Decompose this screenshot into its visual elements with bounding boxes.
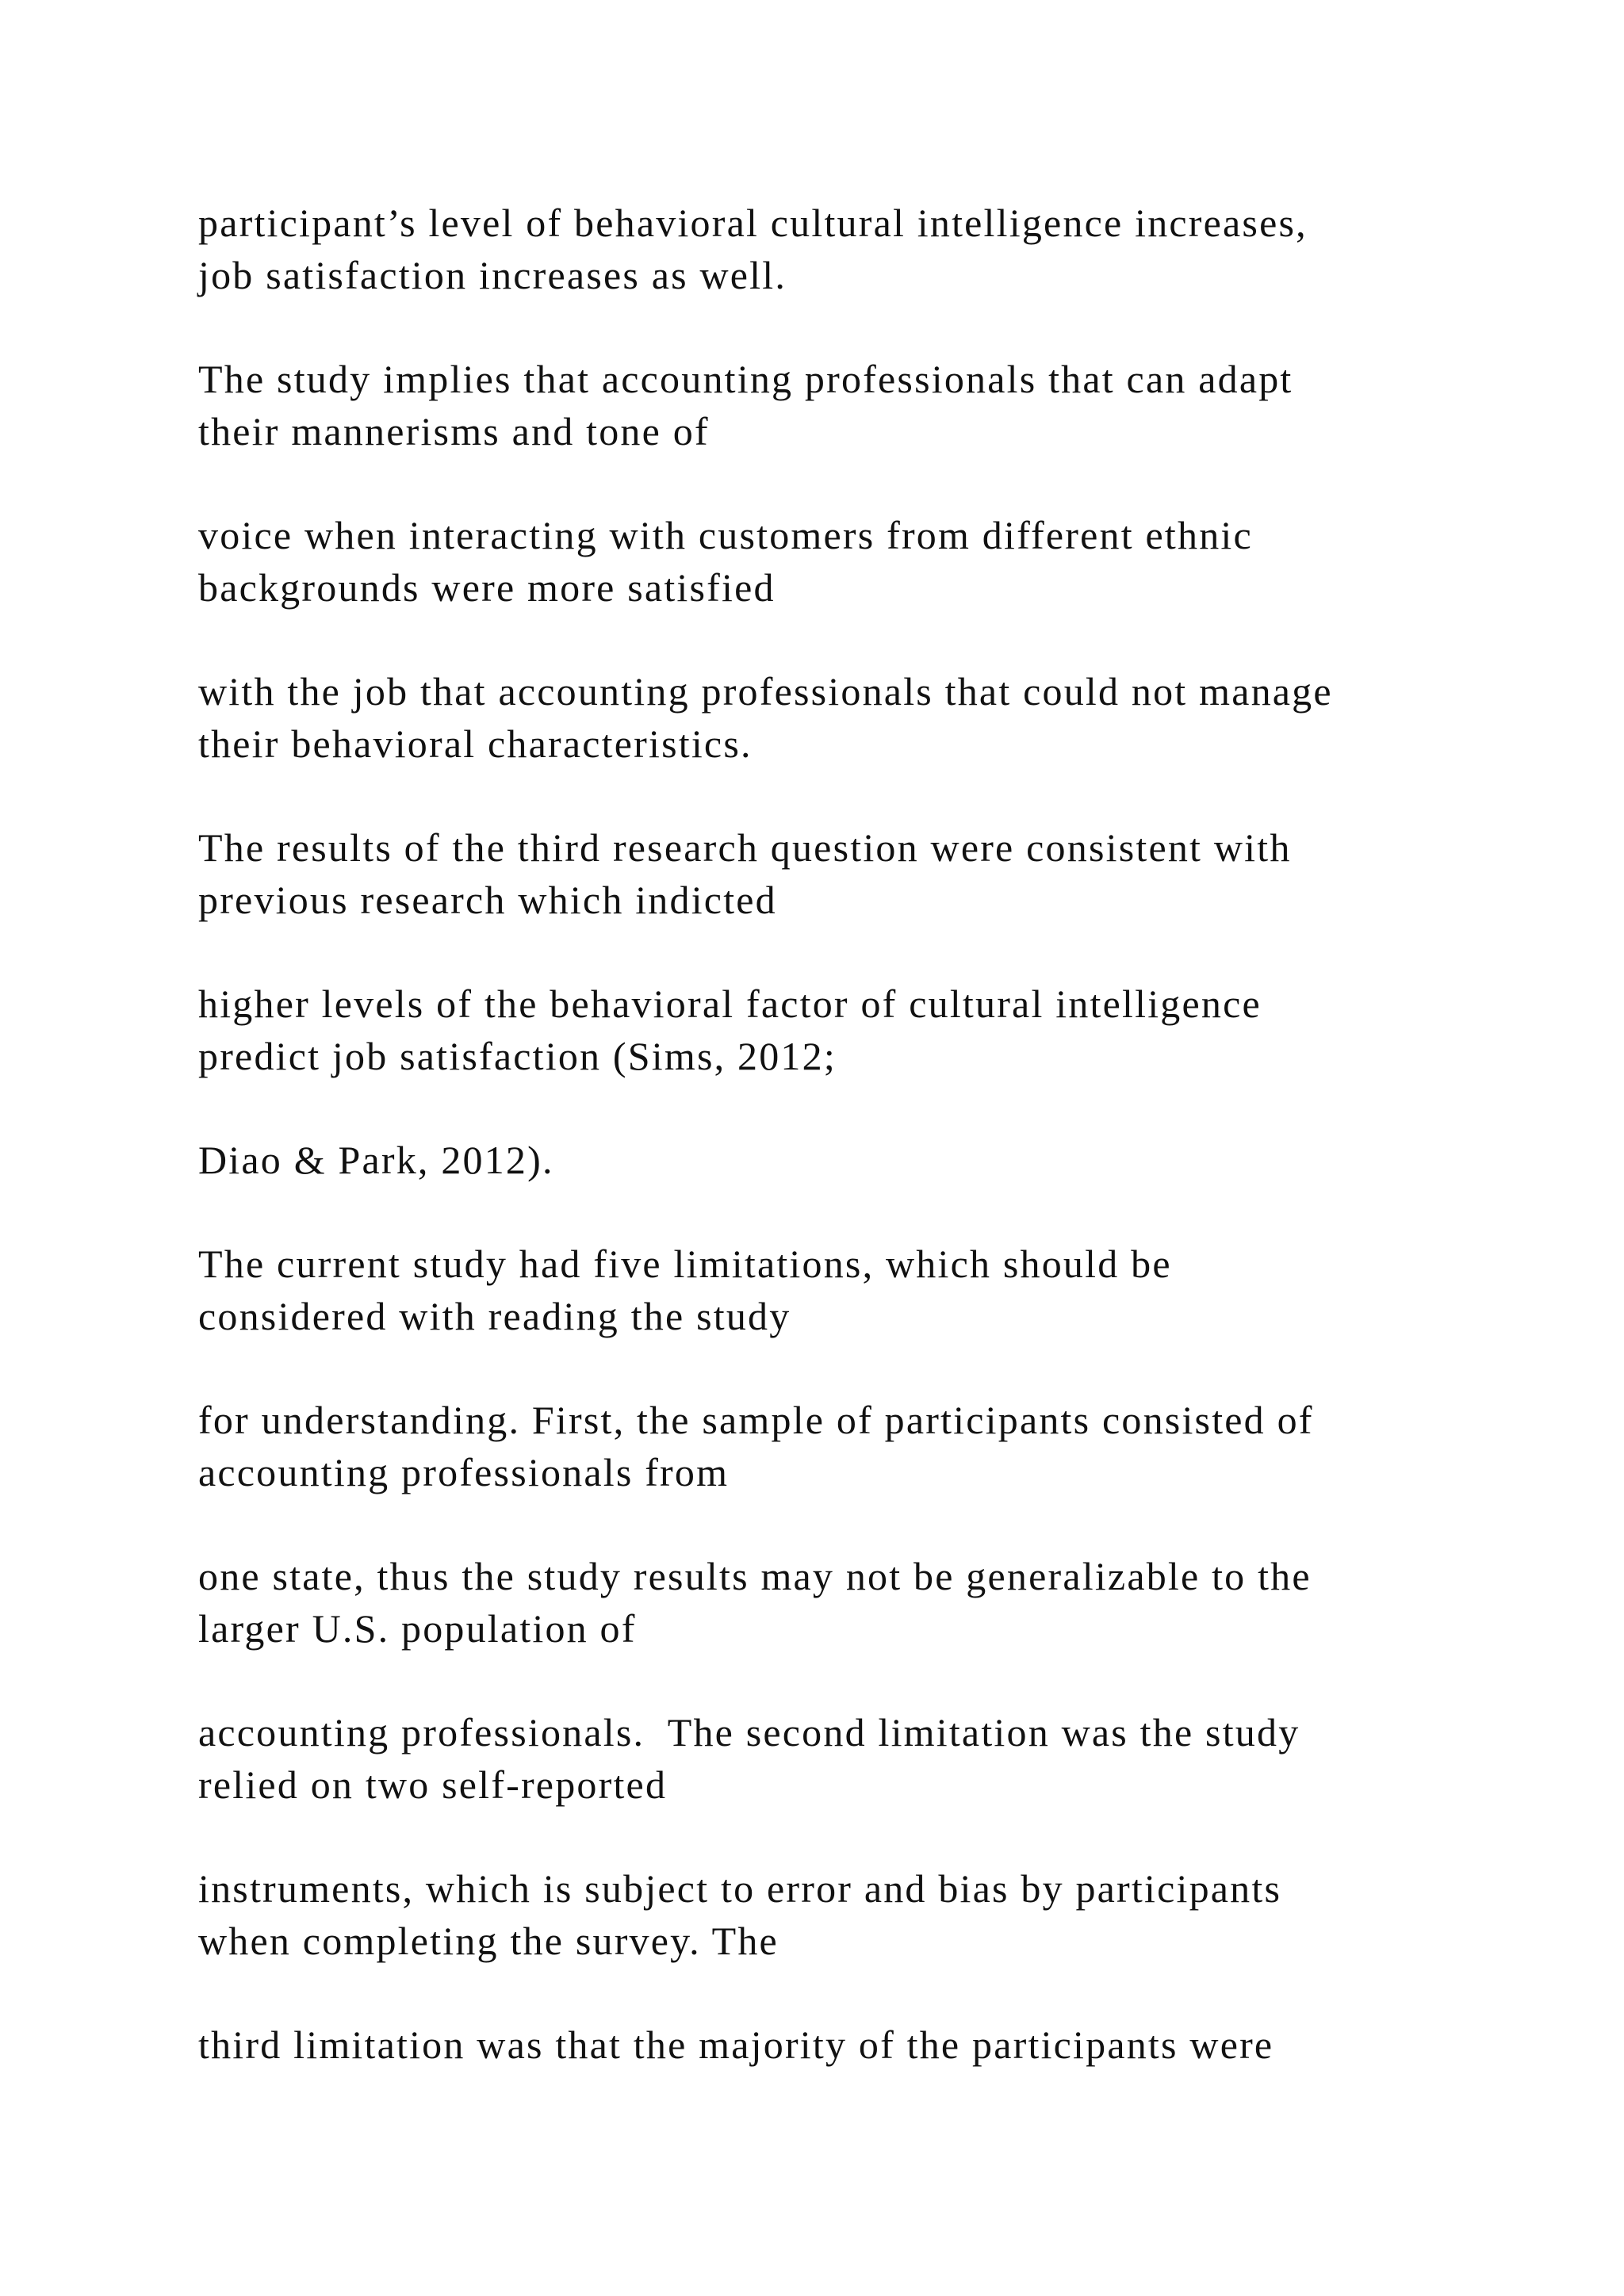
paragraph xyxy=(198,509,1499,614)
text-line: their mannerisms and tone of xyxy=(198,409,710,453)
text-line: voice when interacting with customers from different ethnic xyxy=(198,513,1253,557)
text-line: when completing the survey. The xyxy=(198,1919,779,1963)
paragraph xyxy=(198,1394,1499,1498)
document-body xyxy=(198,197,1499,2122)
text-line: previous research which indicted xyxy=(198,878,777,922)
text-line: third limitation was that the majority of the participants were xyxy=(198,2022,1274,2067)
paragraph xyxy=(198,1134,1499,1186)
text-line: predict job satisfaction (Sims, 2012; xyxy=(198,1034,837,1078)
text-line: their behavioral characteristics. xyxy=(198,721,753,766)
text-line: considered with reading the study xyxy=(198,1294,791,1338)
text-line: accounting professionals from xyxy=(198,1450,730,1494)
paragraph xyxy=(198,1706,1499,1811)
paragraph xyxy=(198,978,1499,1082)
text-line: The study implies that accounting professionals that can adapt xyxy=(198,357,1293,401)
text-line: higher levels of the behavioral factor of cultural intelligence xyxy=(198,982,1262,1026)
paragraph xyxy=(198,2019,1499,2071)
text-line: accounting professionals. The second limitation was the study xyxy=(198,1710,1300,1755)
text-line: backgrounds were more satisfied xyxy=(198,565,776,610)
paragraph xyxy=(198,1862,1499,1967)
text-line: for understanding. First, the sample of participants consisted of xyxy=(198,1398,1314,1442)
paragraph xyxy=(198,665,1499,770)
paragraph xyxy=(198,1550,1499,1655)
text-line: job satisfaction increases as well. xyxy=(198,253,787,297)
text-line: larger U.S. population of xyxy=(198,1606,637,1651)
paragraph xyxy=(198,353,1499,457)
paragraph xyxy=(198,821,1499,926)
text-line: with the job that accounting professionals that could not manage xyxy=(198,669,1333,714)
text-line: relied on two self-reported xyxy=(198,1762,668,1807)
paragraph xyxy=(198,197,1499,301)
text-line: The current study had five limitations, which should be xyxy=(198,1242,1172,1286)
paragraph xyxy=(198,1238,1499,1342)
text-line: Diao & Park, 2012). xyxy=(198,1138,554,1182)
text-line: participant’s level of behavioral cultural intelligence increases, xyxy=(198,201,1308,245)
text-line: one state, thus the study results may not be generalizable to the xyxy=(198,1554,1312,1598)
text-line: The results of the third research question were consistent with xyxy=(198,825,1292,870)
text-line: instruments, which is subject to error and bias by participants xyxy=(198,1866,1282,1911)
